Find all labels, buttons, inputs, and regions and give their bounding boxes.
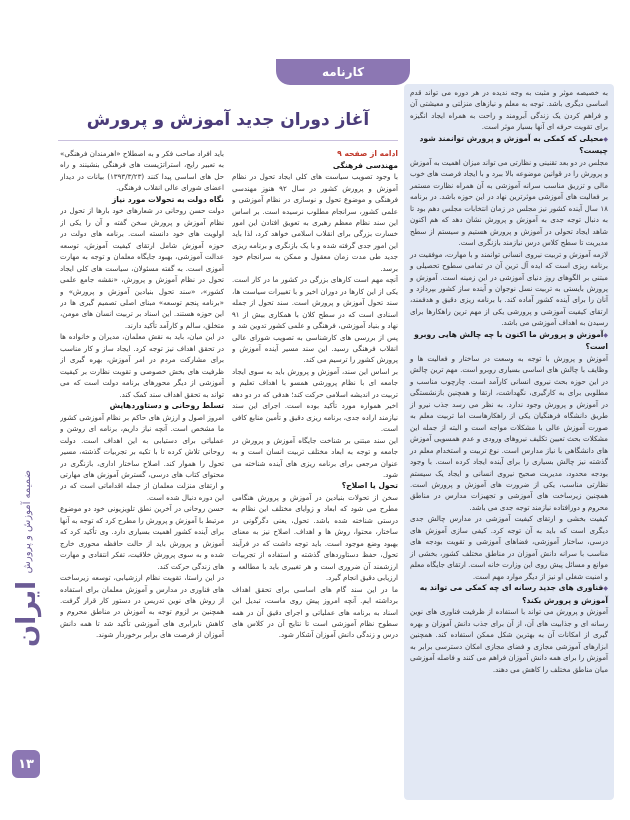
section-header-tab xyxy=(276,59,410,85)
paragraph: در این راستا، تقویت نظام ارزشیابی، توسعه زیرساخت های فناوری در مدارس و آموزش معلمان برای استفاده از روش های نوین تدریس در دستور کار قرار گرفت. همچنین بر لزوم توجه به آموزش در مناطق محروم و کاهش نابرابری های آموزشی تأکید شد تا همه دانش آموزان از فرصت های برابر برخوردار شوند. xyxy=(60,573,224,640)
subheading: نگاه دولت به تحولات مورد نیاز xyxy=(111,194,224,204)
paragraph: بر اساس این سند، آموزش و پرورش باید به سوی ایجاد جامعه ای با نظام پرورشی همسو با اهداف تعلیم و تربیت در اندیشه اسلامی حرکت کند؛ هدفی که در دو دهه اخیر همواره مورد تأکید بوده است. اجرای این سند نیازمند اراده جدی، برنامه ریزی دقیق و تأمین منابع کافی است. xyxy=(232,366,398,434)
subheading: تسلط روحانی و دستاوردهایش xyxy=(109,401,224,411)
section-title: کارنامه xyxy=(321,65,365,79)
subheading: تحول یا اصلاح؟ xyxy=(341,481,398,491)
article-title: آغاز دوران جدید آموزش و پرورش xyxy=(86,110,370,130)
paragraph: امروز اصول و ارزش های حاکم بر نظام آموزشی کشور ما مشخص است. آنچه نیاز داریم، برنامه ای روشن و عملیاتی برای دستیابی به این اهداف است. دولت روحانی تلاش کرده تا با تکیه بر تجربیات گذشته، مسیر تحول را هموار کند. اصلاح ساختار اداری، بازنگری در محتوای کتاب های درسی، گسترش آموزش های مهارتی و ارتقای منزلت معلمان از جمله اقداماتی است که در این دوره دنبال شده است. xyxy=(60,412,224,502)
title-divider xyxy=(58,140,398,141)
paragraph: با وجود تصویب سیاست های کلی ایجاد تحول در نظام آموزش و پرورش کشور در سال ۹۲ هنوز مهندسی فرهنگی و موضوع تحول و نوسازی در نظام آموزشی و علمی کشور، سرانجام مطلوب نرسیده است. بر اساس این سند نظام معظم رهبری به تعویق افتادن این امور خسارت بزرگی برای انقلاب اسلامی خواهد کرد، لذا باید این امور جدی گرفته شده و با یک بازنگری و برنامه ریزی جدید طی مدت زمان معقول و ممکن به سرانجام خود برسد. xyxy=(232,172,398,273)
paragraph: آموزش و پرورش می تواند با استفاده از ظرفیت فناوری های نوین رسانه ای و جذابیت های آن، از آن برای جذب دانش آموزان و بهره گیری از امکانات آن به بهترین شکل ممکن استفاده کند. همچنین ابزارهای آموزشی مجازی و فضای مجازی امکان دسترسی برابر به آموزش را برای همه دانش آموزان فراهم می کنند و فاصله آموزشی میان مناطق مختلف را کاهش می دهند. xyxy=(410,607,608,674)
interview-question: ◆ فناوری های جدید رسانه ای چه کمکی می تواند به آموزش و پرورش بکند؟ xyxy=(410,582,608,606)
supplement-label: ضمیمه آموزش و پرورش xyxy=(21,470,33,574)
paragraph: آموزش و پرورش با توجه به وسعت در ساختار و فعالیت ها و وظایف با چالش های اساسی بسیاری روبرو است. مهم ترین چالش در این حوزه بحث نیروی انسانی کارآمد است. چارچوب مناسب و مطلوبی برای به کارگیری، نگهداشت، ارتقا و همچنین بازنشستگی در آموزش و پرورش وجود ندارد. به نظر می رسد جذب نیرو از طریق دانشگاه فرهنگیان یکی از راهکارهاست اما تربیت معلم به صورت آموزش عالی با مشکلات مواجه است و البته از جمله این مشکلات بحث تعیین تکلیف نیروهای ورودی و عدم همسویی آموزش های دانشگاهی با نیاز مدارس است. نوع تربیت و استخدام معلم در گذشته نیز چالش بسیاری را برای آینده ایجاد کرده است. با وجود بودجه محدود، مدیریت صحیح نیروی انسانی و ایجاد یک سیستم نظارتی مناسب، یکی از ضرورت های آموزش و پرورش است. همچنین زیرساخت های آموزشی و تجهیزات مدارس در مناطق محروم و دورافتاده نیازمند توجه جدی می باشد. xyxy=(410,353,608,512)
subheading: مهندسی فرهنگی xyxy=(332,160,398,170)
paragraph: ما در این سند گام های اساسی برای تحقق اهداف برداشته ایم. آنچه امروز پیش روی ماست، تبدیل این اسناد به برنامه های عملیاتی و اجرای دقیق آن در همه سطوح نظام آموزشی است تا نتایج آن در کلاس های درس و زندگی دانش آموزان آشکار شود. xyxy=(232,584,398,640)
interview-column xyxy=(404,84,614,800)
paragraph: در این میان، باید به نقش معلمان، مدیران و خانواده ها در تحقق اهداف نیز توجه کرد. ایجاد ساز و کار مناسب برای مشارکت مردم در امر آموزش، بهره گیری از ظرفیت های بخش خصوصی و تقویت نظارت بر کیفیت آموزشی از دیگر محورهای برنامه دولت است که می تواند به تحقق اهداف سند کمک کند. xyxy=(60,332,224,399)
continued-note: ادامه از صفحه ۹ xyxy=(337,149,398,158)
interview-question: ◆ آموزش و پرورش ما اکنون با چه چالش هایی روبرو است؟ xyxy=(410,329,608,353)
paragraph: حسن روحانی در آخرین نطق تلویزیونی خود دو موضوع مرتبط با آموزش و پرورش را مطرح کرد که توجه به آنها برای آینده کشور اهمیت بسیاری دارد. وی تأکید کرد که آموزش و پرورش باید از حالت حافظه محوری خارج شده و به سوی پرورش خلاقیت، تفکر انتقادی و مهارت های زندگی حرکت کند. xyxy=(60,504,224,571)
interview-question: ◆ محیلی که کمکی به آموزش و پرورش توانمند شود چیست؟ xyxy=(410,133,608,157)
paragraph: به خصیصه موثر و مثبت به وجه ندیده در هر دوره می تواند قدم اساسی دیگری باشد. توجه به معلم و نیازهای منزلتی و معیشتی آن و فراهم کردن یک زندگی آبرومند و راحت به همراه ایجاد انگیزه برای تقویت حرفه ای آنها بسیار موثر است. xyxy=(410,88,608,132)
article-column-middle xyxy=(232,148,398,808)
paragraph: مجلس در دو بعد تقنینی و نظارتی می تواند میزان اهمیت به آموزش و پرورش را در قوانین موضوعه بالا ببرد و با ایجاد فرصت های خوب مالی و تزریق مناسب سرانه آموزشی به آن همراه نظارت مستمر بر فعالیت های آموزشی موثرترین نهاد در این حوزه باشد. در برنامه ۱۸ سال آینده کشور نیز مجلس در زمان انتخابات مجلس دهم بود تا به دنبال توجه جدی به آموزش و پرورش نشان دهد که هم اکنون شاهد ایجاد تحولی در آموزش و پرورش هستیم و سیستم از سطح مدیریت تا سطح کلاس درس نیازمند بازنگری است. xyxy=(410,158,608,248)
paragraph: باید افراد صاحب فکر و به اصطلاح «اهرمندان فرهنگی» به تعبیر رایج، استراتژیست های فرهنگی بنشینند و راه حل های اساسی پیدا کنند (۱۳۹۳/۳/۲۳) بیانات در دیدار اعضای شورای عالی انقلاب فرهنگی. xyxy=(60,149,224,193)
paragraph: کیفیت بخشی و ارتقای کیفیت آموزشی در مدارس چالش جدی دیگری است که باید به آن توجه کرد. کیفی سازی آموزش های درسی، ساختار آموزشی، فضاهای آموزشی و تقویت بودجه های مناسب با سرانه دانش آموزان در مناطق مختلف کشور، بخشی از موانع و مسائل پیش روی این وزارت خانه است. ارتقای جایگاه معلم و امنیت شغلی او نیز از دیگر موارد مهم است. xyxy=(410,514,608,581)
page-number: ۱۳ xyxy=(12,750,40,778)
magazine-logo: ایران xyxy=(12,581,42,648)
article-column-left xyxy=(60,148,224,808)
paragraph: لازمه آموزش و تربیت نیروی انسانی توانمند و با مهارت، موفقیت در برنامه ریزی است که ایده آل ترین آن در تمامی سطوح تحصیلی و مبتنی بر الگوهای روز دنیای آموزشی در این زمینه است. آموزش و پرورش بایستی به تربیت نسل نوجوان و آینده ساز کشور بپردازد و آنان را برای آینده کشور آماده کند. با برنامه ریزی دقیق و هدفمند، ارتقای کیفیت آموزشی و پرورشی یکی از مهم ترین راهکارها برای رسیدن به اهداف آموزشی می باشد. xyxy=(410,249,608,328)
paragraph: آنچه مهم است کارهای بزرگی در کشور ما در کار است. یکی از این کارها در دوران اخیر و با تغییرات سیاست ها، سند تحول آموزش و پرورش است. سند تحول از جمله اسنادی است که در سطح کلان با همکاری بیش از ۹۱ نهاد و بنیاد آموزشی، فرهنگی و علمی کشور تدوین شد و پس از بررسی های کارشناسی به تصویب شورای عالی انقلاب فرهنگی رسید. این سند مسیر آینده آموزش و پرورش کشور را ترسیم می کند. xyxy=(232,275,398,365)
paragraph: این سند مبتنی بر شناخت جایگاه آموزش و پرورش در جامعه و توجه به ابعاد مختلف تربیت انسان است و به عنوان مرجعی برای برنامه ریزی های آینده شناخته می شود. xyxy=(232,435,398,479)
paragraph: سخن از تحولات بنیادین در آموزش و پرورش هنگامی مطرح می شود که ابعاد و زوایای مختلف این نظام به درستی شناخته شده باشد. تحول، یعنی دگرگونی در ساختار، محتوا، روش ها و اهداف. اصلاح نیز به معنای بهبود وضع موجود است. باید توجه داشت که در فرآیند تحول، حفظ دستاوردهای گذشته و استفاده از تجربیات ارزشمند آن ضروری است و هر تغییری باید با مطالعه و ارزیابی دقیق انجام گیرد. xyxy=(232,493,398,583)
paragraph: دولت حسن روحانی در شعارهای خود بارها از تحول در نظام آموزش و پرورش سخن گفته و آن را یکی از اولویت های خود دانسته است. برنامه های دولت در حوزه آموزش شامل ارتقای کیفیت آموزش، توسعه عدالت آموزشی، بهبود جایگاه معلمان و توجه به مهارت آموزی است. به گفته مسئولان، سیاست های کلی ایجاد تحول در نظام آموزش و پرورش، «نقشه جامع علمی کشور»، «سند تحول بنیادین آموزش و پرورش» و «برنامه پنجم توسعه» مبنای اصلی تصمیم گیری ها در این حوزه هستند. این اسناد بر تربیت انسان های مومن، متخلق، سالم و کارآمد تأکید دارند. xyxy=(60,206,224,330)
sidebar xyxy=(14,470,40,702)
